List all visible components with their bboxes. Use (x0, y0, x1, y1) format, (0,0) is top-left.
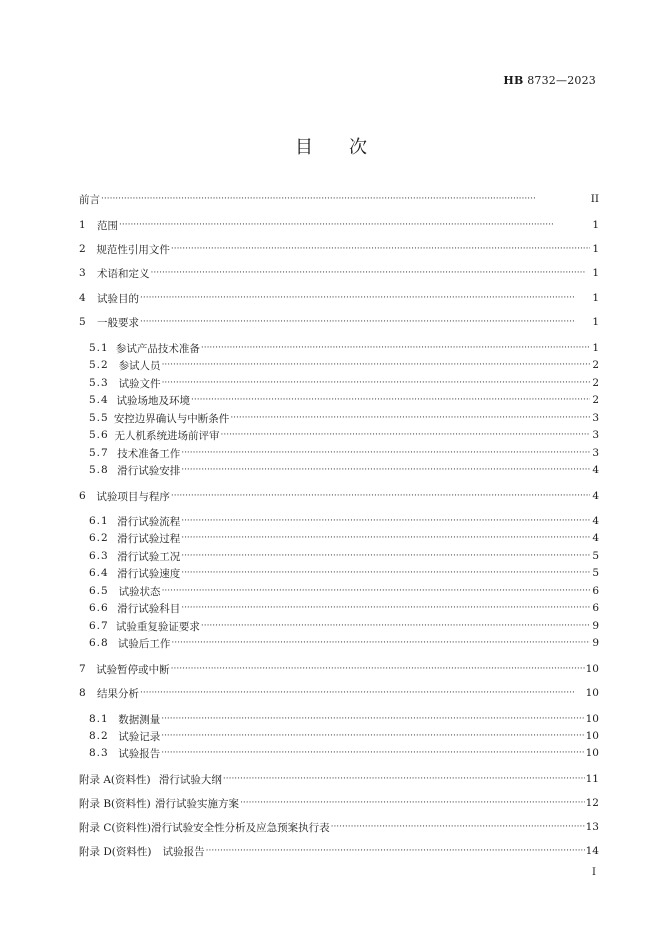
toc-leader-dots (171, 243, 590, 255)
toc-entry-page: 6 (592, 602, 599, 614)
toc-entry-number: 2 (79, 243, 86, 255)
toc-entry-title: 试验后工作 (117, 637, 171, 650)
toc-entry[interactable] (79, 635, 599, 651)
toc-entry-number: 5.6 (89, 429, 109, 441)
toc-entry-number: 5.2 (89, 359, 109, 371)
toc-entry[interactable] (79, 661, 599, 677)
toc-entry-page: 6 (592, 585, 599, 597)
toc-leader-dots (181, 567, 590, 579)
toc-entry-number: 5.8 (89, 464, 109, 476)
page-title-right: 次 (349, 137, 367, 158)
toc-entry-title: 滑行试验安全性分析及应急预案执行表 (151, 821, 330, 834)
toc-entry-title: 滑行试验大纲 (158, 773, 222, 786)
toc-leader-dots (162, 377, 590, 389)
toc-entry-title: 试验状态 (118, 585, 161, 598)
toc-leader-dots (140, 316, 590, 328)
toc-entry-page: 1 (592, 219, 599, 231)
page-title-left: 目 (295, 137, 313, 158)
toc-entry[interactable] (79, 819, 599, 835)
toc-entry[interactable] (79, 488, 599, 504)
toc-entry[interactable] (79, 340, 599, 356)
toc-entry-number: 6.7 (89, 620, 109, 632)
toc-entry[interactable] (79, 711, 599, 727)
toc-entry[interactable] (79, 375, 599, 391)
standard-number: 8732—2023 (527, 74, 596, 87)
toc-entry-number: 5.3 (89, 377, 109, 389)
toc-entry[interactable] (79, 265, 599, 281)
toc-entry-title: 技术准备工作 (117, 447, 181, 460)
toc-entry-page: 10 (585, 730, 599, 742)
toc-entry-title: 一般要求 (97, 316, 139, 329)
toc-entry[interactable] (79, 618, 599, 634)
toc-leader-dots (240, 797, 585, 809)
toc-entry[interactable] (79, 410, 599, 426)
toc-entry[interactable] (79, 217, 599, 233)
toc-entry[interactable] (79, 685, 599, 701)
toc-entry-number: 8.3 (89, 747, 109, 759)
toc-leader-dots (171, 490, 590, 502)
toc-leader-dots (181, 550, 590, 562)
toc-entry-title: 滑行试验流程 (117, 515, 181, 528)
toc-entry-number: 5 (79, 316, 86, 328)
toc-entry-number: 4 (79, 292, 86, 304)
toc-leader-dots (201, 342, 590, 354)
toc-entry-number: 6 (79, 490, 86, 502)
toc-leader-dots (140, 292, 590, 304)
standard-prefix: HB (503, 74, 524, 87)
toc-entry[interactable] (79, 427, 599, 443)
toc-leader-dots (181, 532, 590, 544)
toc-entry[interactable] (79, 530, 599, 546)
toc-entry[interactable] (79, 462, 599, 478)
toc-entry[interactable] (79, 583, 599, 599)
toc-entry-page: 3 (592, 447, 599, 459)
toc-entry-number: 6.6 (89, 602, 109, 614)
toc-entry-page: 10 (585, 747, 599, 759)
toc-entry-page: 5 (592, 567, 599, 579)
toc-entry-page: 9 (592, 620, 599, 632)
toc-entry-title: 试验报告 (162, 845, 205, 858)
toc-entry[interactable] (79, 728, 599, 744)
toc-entry-page: 10 (585, 687, 599, 699)
toc-leader-dots (140, 687, 585, 699)
toc-entry-title: 试验项目与程序 (96, 490, 170, 503)
toc-entry-page: 2 (592, 394, 599, 406)
toc-entry-page: 11 (585, 773, 599, 785)
toc-entry-title: 滑行试验安排 (117, 464, 181, 477)
toc-entry-page: 12 (585, 797, 599, 809)
toc-entry[interactable] (79, 241, 599, 257)
toc-leader-dots (220, 429, 590, 441)
toc-entry-page: 4 (592, 532, 599, 544)
toc-leader-dots (119, 219, 590, 231)
toc-entry-title: 试验文件 (118, 377, 161, 390)
toc-entry-number: 5.5 (89, 412, 109, 424)
page-number: I (592, 867, 596, 878)
toc-entry-number: 8 (79, 687, 86, 699)
toc-entry-page: 1 (592, 316, 599, 328)
toc-leader-dots (191, 394, 590, 406)
toc-leader-dots (161, 713, 584, 725)
toc-entry-title: 滑行试验速度 (117, 567, 181, 580)
toc-entry-number: 6.4 (89, 567, 109, 579)
toc-entry-page: 2 (592, 359, 599, 371)
toc-entry-page: 1 (592, 243, 599, 255)
toc-entry[interactable] (79, 745, 599, 761)
toc-entry-number: 5.4 (89, 394, 109, 406)
toc-entry-number: 6.5 (89, 585, 109, 597)
toc-entry-number: 6.1 (89, 515, 109, 527)
toc-entry-title: 试验报告 (118, 747, 161, 760)
toc-entry-page: 5 (592, 550, 599, 562)
toc-entry-number: 5.1 (89, 342, 109, 354)
toc-entry-number: 1 (79, 219, 86, 231)
toc-entry-number: 8.2 (89, 730, 109, 742)
toc-entry[interactable] (79, 843, 599, 859)
toc-entry-number: 附录 C(资料性) (79, 821, 152, 834)
toc-entry-title: 结果分析 (97, 687, 139, 700)
toc-leader-dots (206, 845, 585, 857)
toc-entry-page: 4 (592, 490, 599, 502)
toc-entry-page: II (590, 193, 599, 205)
toc-entry-title: 前言 (79, 193, 100, 206)
toc-entry-title: 数据测量 (118, 713, 161, 726)
toc-leader-dots (101, 193, 590, 205)
toc-entry-title: 参试产品技术准备 (115, 342, 200, 355)
toc-entry-title: 试验目的 (97, 292, 139, 305)
toc-entry-title: 试验记录 (118, 730, 161, 743)
toc-leader-dots (181, 602, 590, 614)
toc-leader-dots (181, 464, 590, 476)
toc-entry-number: 3 (79, 267, 86, 279)
toc-leader-dots (162, 585, 590, 597)
toc-entry-title: 试验暂停或中断 (96, 663, 170, 676)
toc-leader-dots (201, 620, 590, 632)
toc-entry-title: 试验场地及环境 (116, 394, 191, 407)
toc-leader-dots (171, 637, 590, 649)
toc-entry-number: 7 (79, 663, 86, 675)
toc-entry-page: 3 (592, 412, 599, 424)
toc-entry[interactable] (79, 795, 599, 811)
toc-entry[interactable] (79, 290, 599, 306)
toc-entry-number: 附录 D(资料性) (79, 845, 152, 858)
toc-entry-title: 试验重复验证要求 (115, 620, 200, 633)
toc-leader-dots (181, 515, 590, 527)
toc-leader-dots (151, 267, 591, 279)
toc-entry-page: 2 (592, 377, 599, 389)
toc-leader-dots (331, 821, 585, 833)
toc-entry-page: 1 (592, 342, 599, 354)
toc-entry-number: 5.7 (89, 447, 109, 459)
toc-entry-title: 滑行试验科目 (117, 602, 181, 615)
toc-entry-number: 6.3 (89, 550, 109, 562)
toc-entry-title: 术语和定义 (97, 267, 150, 280)
toc-entry[interactable] (79, 565, 599, 581)
toc-entry-number: 6.2 (89, 532, 109, 544)
toc-entry-page: 1 (592, 292, 599, 304)
toc-entry-title: 滑行试验实施方案 (155, 797, 240, 810)
toc-entry-page: 13 (585, 821, 599, 833)
toc-entry[interactable] (79, 357, 599, 373)
toc-entry-page: 1 (592, 267, 599, 279)
toc-leader-dots (181, 447, 590, 459)
toc-entry-title: 范围 (97, 219, 118, 232)
toc-entry-page: 9 (592, 637, 599, 649)
toc-entry-page: 10 (585, 713, 599, 725)
toc-entry-page: 3 (592, 429, 599, 441)
page-title (0, 133, 662, 159)
toc-entry-title: 滑行试验过程 (117, 532, 181, 545)
toc-entry-number: 附录 B(资料性) (79, 797, 151, 810)
toc-entry-number: 8.1 (89, 713, 109, 725)
toc-entry[interactable] (79, 392, 599, 408)
toc-entry[interactable] (79, 314, 599, 330)
toc-entry-page: 4 (592, 464, 599, 476)
toc-entry-number: 6.8 (89, 637, 109, 649)
toc-entry-title: 参试人员 (118, 359, 161, 372)
standard-code (503, 74, 596, 87)
toc-entry[interactable] (79, 548, 599, 564)
toc-leader-dots (162, 359, 590, 371)
toc-entry-title: 安控边界确认与中断条件 (113, 412, 230, 425)
toc-entry[interactable] (79, 600, 599, 616)
toc-entry-number: 附录 A(资料性) (79, 773, 151, 786)
toc-leader-dots (161, 747, 584, 759)
toc-entry-page: 4 (592, 515, 599, 527)
toc-entry[interactable] (79, 771, 599, 787)
toc-leader-dots (223, 773, 585, 785)
toc-leader-dots (230, 412, 590, 424)
toc-entry[interactable] (79, 513, 599, 529)
toc-entry-title: 规范性引用文件 (96, 243, 170, 256)
toc-leader-dots (171, 663, 585, 675)
toc-entry-page: 10 (585, 663, 599, 675)
toc-entry-page: 14 (585, 845, 599, 857)
toc-entry-title: 无人机系统进场前评审 (114, 429, 220, 442)
toc-entry[interactable] (79, 445, 599, 461)
toc-leader-dots (161, 730, 584, 742)
toc-entry-title: 滑行试验工况 (117, 550, 181, 563)
toc-entry[interactable] (79, 191, 599, 207)
